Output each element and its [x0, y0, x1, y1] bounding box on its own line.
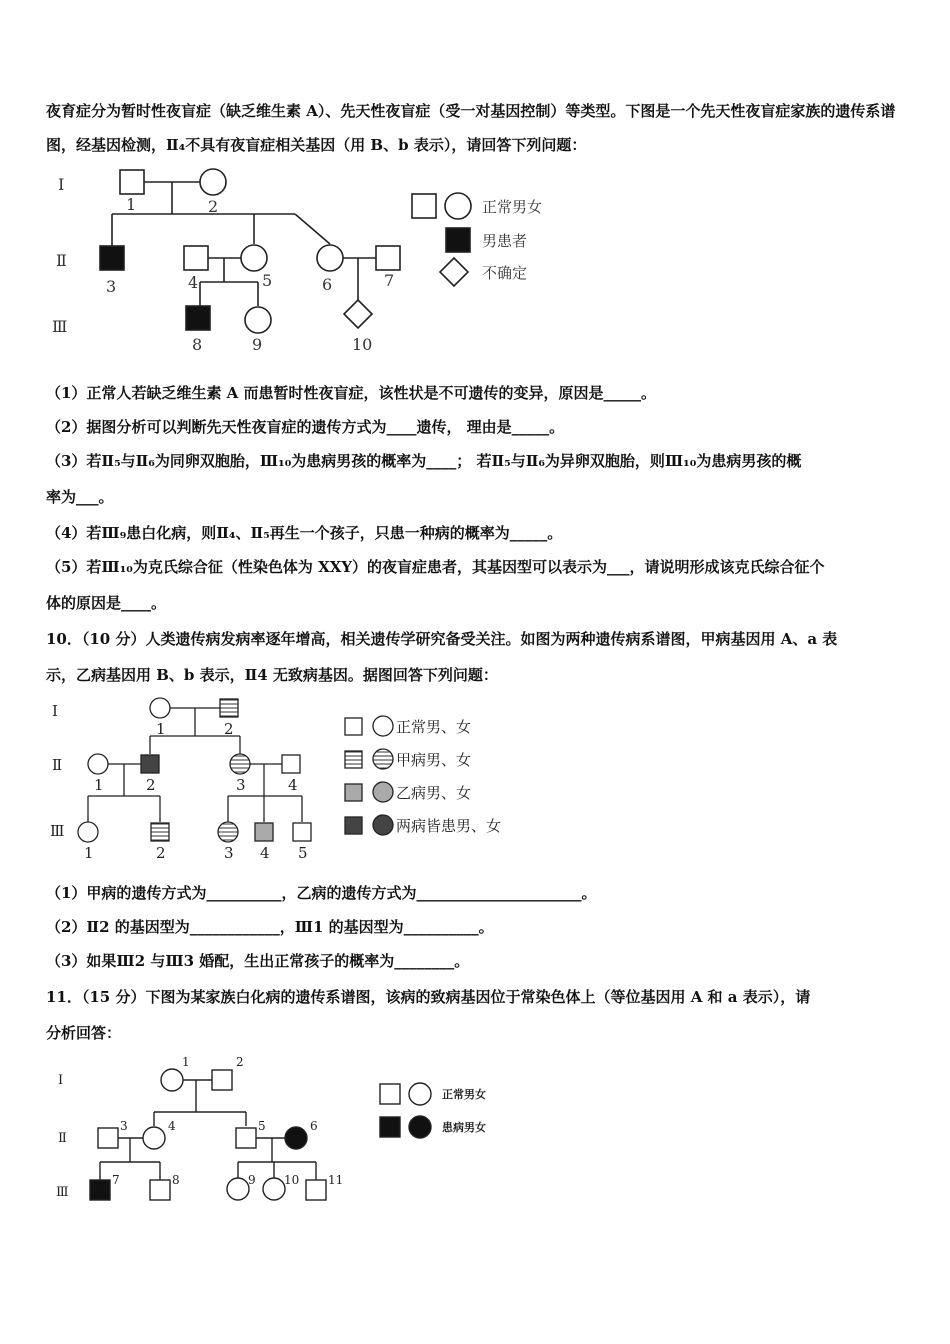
q9-I1	[120, 170, 144, 194]
svg-text:1: 1	[84, 844, 94, 862]
svg-text:9: 9	[252, 335, 263, 354]
q9-q3-cont: 率为___。	[46, 488, 114, 506]
q11-I1	[161, 1069, 183, 1091]
svg-text:8: 8	[172, 1173, 180, 1187]
q10-II4	[282, 755, 300, 773]
svg-text:6: 6	[310, 1119, 318, 1133]
q10-III5	[293, 823, 311, 841]
q9-III9	[245, 307, 271, 333]
q11-I2	[212, 1070, 232, 1090]
svg-text:1: 1	[182, 1055, 190, 1069]
q10-header2: 示，乙病基因用 B、b 表示，Ⅱ4 无致病基因。据图回答下列问题：	[46, 666, 498, 684]
q11-legend-normal: 正常男女	[442, 1088, 486, 1101]
svg-text:8: 8	[192, 335, 203, 354]
q9-II7	[376, 246, 400, 270]
svg-text:5: 5	[258, 1119, 266, 1133]
svg-text:2: 2	[224, 720, 234, 738]
q10-q3: （3）如果Ⅲ2 与Ⅲ3 婚配，生出正常孩子的概率为________。	[46, 952, 470, 970]
svg-text:6: 6	[322, 275, 333, 294]
q9-III8	[186, 306, 210, 330]
q10-pedigree	[40, 694, 540, 866]
q10-II3	[230, 754, 250, 774]
svg-text:4: 4	[188, 273, 199, 292]
q11-III8	[150, 1180, 170, 1200]
q10-III2	[151, 823, 169, 841]
q11-header: 11．（15 分）下图为某家族白化病的遗传系谱图，该病的致病基因位于常染色体上（等位基因用 A 和 a 表示），请	[46, 988, 811, 1006]
q11-III9	[227, 1178, 249, 1200]
q9-gen-I: Ⅰ	[58, 175, 65, 194]
svg-text:4: 4	[288, 776, 298, 794]
svg-text:1: 1	[126, 195, 137, 214]
q10-legend-normal: 正常男、女	[396, 718, 472, 736]
q10-header: 10．（10 分）人类遗传病发病率逐年增高，相关遗传学研究备受关注。如图为两种遗传病系谱图，甲病基因用 A、a 表	[46, 630, 838, 648]
q10-legend-both: 两病皆患男、女	[396, 817, 502, 835]
q10-gen-III: Ⅲ	[50, 822, 65, 840]
svg-text:10: 10	[284, 1173, 300, 1187]
svg-text:5: 5	[262, 271, 273, 290]
q9-III10	[344, 300, 372, 328]
svg-text:9: 9	[248, 1173, 256, 1187]
svg-text:2: 2	[208, 197, 219, 216]
q11-III11	[306, 1180, 326, 1200]
q9-q3: （3）若Ⅱ₅与Ⅱ₆为同卵双胞胎，Ⅲ₁₀为患病男孩的概率为____； 若Ⅱ₅与Ⅱ₆为异卵双胞胎，则Ⅲ₁₀为患病男孩的概	[46, 452, 802, 470]
svg-text:4: 4	[260, 844, 270, 862]
svg-text:1: 1	[94, 776, 104, 794]
q11-III10	[263, 1178, 285, 1200]
q9-gen-II: Ⅱ	[56, 251, 67, 270]
svg-text:3: 3	[236, 776, 246, 794]
q10-II2	[141, 755, 159, 773]
q9-II5	[241, 245, 267, 271]
svg-text:1: 1	[156, 720, 166, 738]
q9-gen-III: Ⅲ	[52, 317, 68, 336]
q9-legend-male-patient: 男患者	[482, 232, 528, 250]
q10-gen-I: Ⅰ	[52, 702, 58, 720]
q11-legend-patient: 患病男女	[442, 1121, 486, 1134]
q10-III3	[218, 822, 238, 842]
q10-II1	[88, 754, 108, 774]
q9-II3	[100, 246, 124, 270]
svg-text:4: 4	[168, 1119, 176, 1133]
q9-legend-uncertain: 不确定	[482, 264, 528, 282]
svg-text:3: 3	[224, 844, 234, 862]
q9-q5-cont: 体的原因是____。	[46, 594, 167, 612]
q10-legend-yi: 乙病男、女	[396, 784, 472, 802]
q9-q2: （2）据图分析可以判断先天性夜盲症的遗传方式为____遗传， 理由是_____。	[46, 418, 565, 436]
q11-header2: 分析回答：	[46, 1024, 122, 1042]
q10-III1	[78, 822, 98, 842]
svg-text:3: 3	[120, 1119, 128, 1133]
q9-q4: （4）若Ⅲ₉患白化病，则Ⅱ₄、Ⅱ₅再生一个孩子，只患一种病的概率为_____。	[46, 524, 563, 542]
q11-III7	[90, 1180, 110, 1200]
svg-text:5: 5	[298, 844, 308, 862]
q11-II5	[236, 1128, 256, 1148]
svg-text:10: 10	[352, 335, 373, 354]
q10-q2: （2）Ⅱ2 的基因型为____________，Ⅲ1 的基因型为__________。	[46, 918, 494, 936]
q11-II4	[143, 1127, 165, 1149]
q11-gen-I: Ⅰ	[58, 1073, 64, 1088]
q10-III4	[255, 823, 273, 841]
svg-text:7: 7	[112, 1173, 120, 1187]
q9-q1: （1）正常人若缺乏维生素 A 而患暂时性夜盲症，该性状是不可遗传的变异，原因是_____。	[46, 384, 657, 402]
q10-I1	[150, 698, 170, 718]
q11-gen-II: Ⅱ	[58, 1131, 67, 1146]
q9-intro: 夜育症分为暂时性夜盲症（缺乏维生素 A）、先天性夜盲症（受一对基因控制）等类型。下图是一个先天性夜盲症家族的遗传系谱图，经基因检测，Ⅱ₄不具有夜盲症相关基因（用 B、b 表示），请回答下列问题：	[46, 102, 896, 154]
svg-text:2: 2	[156, 844, 166, 862]
q11-II3	[98, 1128, 118, 1148]
q9-II6	[317, 245, 343, 271]
q9-I2	[200, 169, 226, 195]
q11-II6	[285, 1127, 307, 1149]
q9-pedigree	[40, 160, 580, 360]
q10-legend-jia: 甲病男、女	[396, 751, 472, 769]
q11-gen-III: Ⅲ	[56, 1185, 69, 1200]
q9-II4	[184, 246, 208, 270]
q11-pedigree	[50, 1054, 520, 1210]
q9-legend-normal: 正常男女	[482, 198, 543, 216]
svg-text:2: 2	[236, 1055, 244, 1069]
q10-I2	[220, 699, 238, 717]
q9-q5: （5）若Ⅲ₁₀为克氏综合征（性染色体为 XXY）的夜盲症患者，其基因型可以表示为___，请说明形成该克氏综合征个	[46, 558, 825, 576]
q10-gen-II: Ⅱ	[52, 756, 63, 774]
svg-text:3: 3	[106, 277, 117, 296]
svg-text:7: 7	[384, 271, 395, 290]
svg-text:11: 11	[328, 1173, 344, 1187]
q10-q1: （1）甲病的遗传方式为__________，乙病的遗传方式为______________________。	[46, 884, 597, 902]
svg-text:2: 2	[146, 776, 156, 794]
